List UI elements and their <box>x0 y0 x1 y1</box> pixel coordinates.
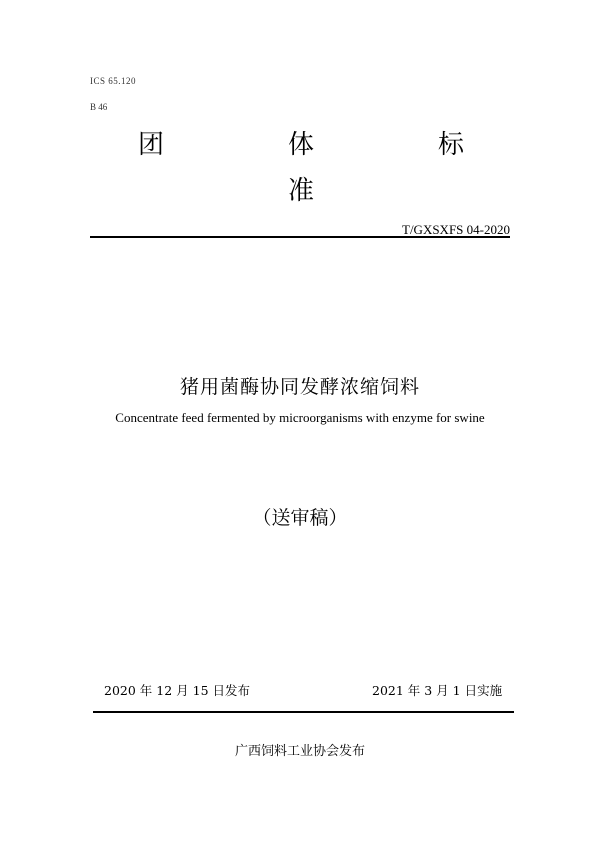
standard-type-char-1: 团 <box>138 130 165 160</box>
draft-status: （送审稿） <box>252 507 348 529</box>
standard-number: T/GXSXFS 04-2020 <box>402 222 510 237</box>
ics-code: ICS 65.120 <box>90 76 137 86</box>
title-chinese: 猪用菌酶协同发酵浓缩饲料 <box>179 376 420 398</box>
bottom-divider <box>93 711 514 713</box>
publisher: 广西饲料工业协会发布 <box>234 744 365 759</box>
standard-type-char-3: 标 <box>438 130 465 160</box>
implementation-date: 2021 年 3 月 1 日实施 <box>372 683 503 698</box>
title-english: Concentrate feed fermented by microorganisms with enzyme for swine <box>115 410 485 425</box>
standard-type-char-2: 体 <box>288 130 315 160</box>
standard-type-char-4: 准 <box>288 176 315 206</box>
issue-date: 2020 年 12 月 15 日发布 <box>104 683 250 698</box>
ccs-code: B 46 <box>90 102 108 112</box>
top-divider <box>90 236 510 238</box>
